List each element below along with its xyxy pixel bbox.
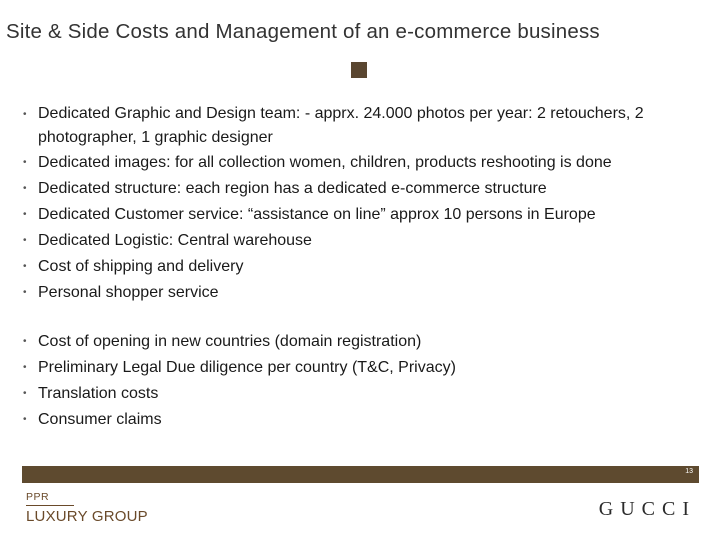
list-item bbox=[22, 355, 702, 381]
bullet-icon: • bbox=[23, 362, 27, 373]
bullet-icon: • bbox=[23, 109, 27, 120]
cost-bullet-list-primary bbox=[22, 102, 702, 306]
bullet-icon: • bbox=[23, 235, 27, 246]
list-item-text: Dedicated structure: each region has a dedicated e-commerce structure bbox=[38, 180, 547, 197]
bullet-icon: • bbox=[23, 209, 27, 220]
cost-bullet-list-secondary bbox=[22, 329, 702, 433]
list-item-text: Personal shopper service bbox=[38, 284, 219, 301]
list-item bbox=[22, 254, 702, 280]
list-item bbox=[22, 202, 702, 228]
list-item bbox=[22, 150, 702, 176]
list-item-text: Dedicated Graphic and Design team: - apprx. 24.000 photos per year: 2 retouchers, 2 photographer, 1 graphic designer bbox=[38, 105, 644, 146]
list-item bbox=[22, 280, 702, 306]
list-item-text: Translation costs bbox=[38, 385, 159, 402]
list-item bbox=[22, 228, 702, 254]
bullet-icon: • bbox=[23, 183, 27, 194]
ppr-luxury-group-logo bbox=[26, 492, 148, 525]
ppr-logo-bottom: LUXURY GROUP bbox=[26, 508, 148, 525]
list-item bbox=[22, 176, 702, 202]
list-item-text: Cost of opening in new countries (domain registration) bbox=[38, 333, 422, 350]
list-item-text: Dedicated Logistic: Central warehouse bbox=[38, 232, 312, 249]
slide-title: Site & Side Costs and Management of an e-commerce business bbox=[6, 20, 600, 43]
bullet-icon: • bbox=[23, 261, 27, 272]
bullet-icon: • bbox=[23, 157, 27, 168]
bullet-icon: • bbox=[23, 388, 27, 399]
page-number: 13 bbox=[685, 468, 693, 475]
list-item-text: Consumer claims bbox=[38, 411, 162, 428]
gucci-logo: GUCCI bbox=[598, 498, 696, 520]
bullet-icon: • bbox=[23, 287, 27, 298]
list-item-text: Dedicated Customer service: “assistance on line” approx 10 persons in Europe bbox=[38, 206, 596, 223]
footer-bar bbox=[22, 466, 699, 483]
list-item bbox=[22, 102, 702, 150]
list-item-text: Cost of shipping and delivery bbox=[38, 258, 244, 275]
title-square-marker bbox=[351, 62, 367, 78]
list-item-text: Preliminary Legal Due diligence per country (T&C, Privacy) bbox=[38, 359, 456, 376]
bullet-icon: • bbox=[23, 336, 27, 347]
list-item-text: Dedicated images: for all collection women, children, products reshooting is done bbox=[38, 154, 612, 171]
ppr-logo-divider bbox=[26, 505, 74, 506]
ppr-logo-top: PPR bbox=[26, 491, 50, 503]
list-item bbox=[22, 329, 702, 355]
list-item bbox=[22, 381, 702, 407]
bullet-icon: • bbox=[23, 414, 27, 425]
list-item bbox=[22, 407, 702, 433]
